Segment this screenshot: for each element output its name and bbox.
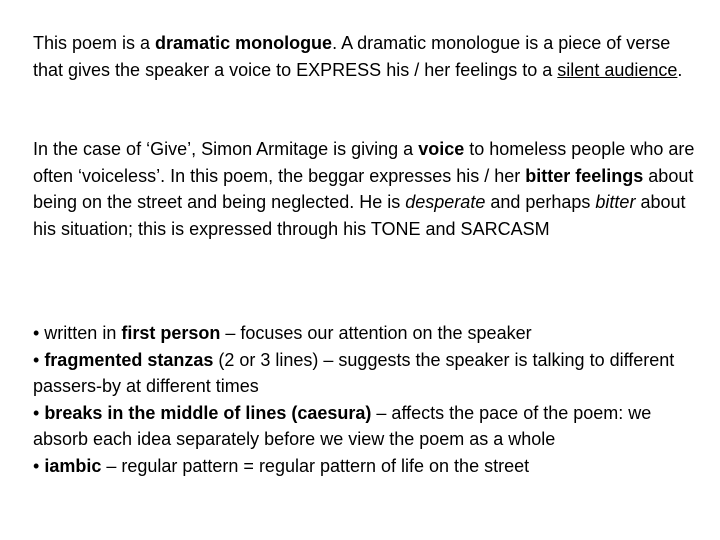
bullet-text: •	[33, 455, 45, 476]
bullet-text: (2 or 3 lines) – suggests the speaker is talking to different passers-by at different times	[33, 349, 675, 396]
list-item	[33, 347, 703, 400]
context-text-4: and perhaps	[485, 192, 596, 212]
intro-text-3: .	[677, 59, 683, 80]
bitter-term: bitter	[595, 192, 636, 212]
list-item	[33, 400, 703, 453]
intro-text-1: This poem is a	[33, 33, 156, 53]
bullet-term: iambic	[44, 455, 102, 476]
voice-term: voice	[418, 139, 465, 159]
context-text-5: about his situation; this is expressed through his TONE and SARCASM	[33, 192, 686, 239]
bullet-text: •	[33, 349, 45, 370]
silent-audience-term: silent audience	[557, 59, 678, 80]
bullet-term: breaks in the middle of lines (caesura)	[44, 402, 372, 423]
bullet-text: – affects the pace of the poem: we absorb each idea separately before we view the poem as a whole	[33, 402, 652, 449]
context-text-3: about being on the street and being neglected. He is	[33, 165, 694, 212]
list-item	[33, 453, 703, 480]
desperate-term: desperate	[405, 192, 486, 212]
bullet-text: •	[33, 402, 45, 423]
intro-text-2: . A dramatic monologue is a piece of verse that gives the speaker a voice to EXPRESS his / her feelings to a	[33, 33, 671, 80]
bitter-feelings-term: bitter feelings	[525, 165, 644, 186]
bullet-text: • written in	[33, 323, 122, 343]
intro-paragraph	[33, 30, 703, 83]
dramatic-monologue-term: dramatic monologue	[155, 33, 333, 53]
bullet-text: – focuses our attention on the speaker	[220, 323, 532, 343]
context-text-2: to homeless people who are often ‘voiceless’. In this poem, the beggar expresses his / her	[33, 139, 695, 186]
features-list	[33, 320, 703, 479]
list-item	[33, 320, 703, 347]
bullet-text: – regular pattern = regular pattern of life on the street	[101, 455, 530, 476]
bullet-term: fragmented stanzas	[44, 349, 214, 370]
context-text-1: In the case of ‘Give’, Simon Armitage is giving a	[33, 139, 419, 159]
bullet-term: first person	[121, 323, 221, 343]
context-paragraph	[33, 136, 703, 242]
